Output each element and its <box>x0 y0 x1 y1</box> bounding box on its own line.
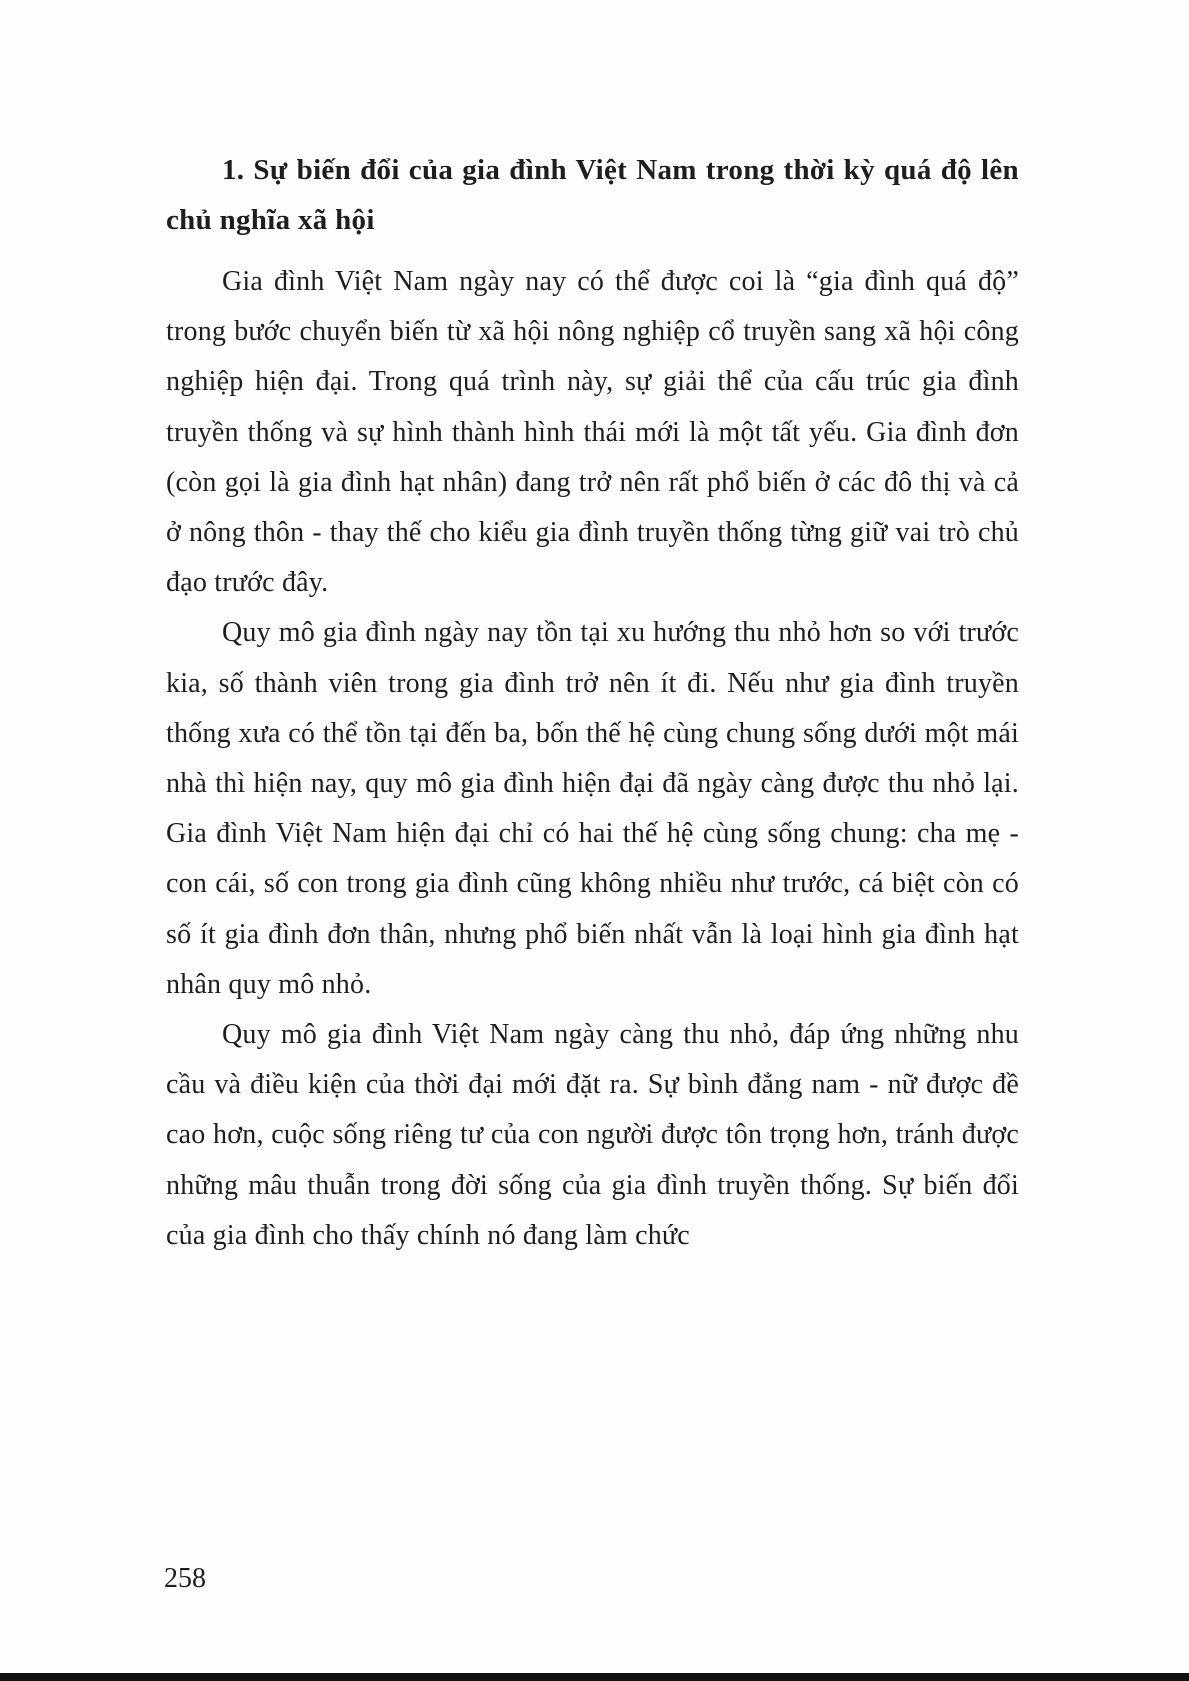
paragraph-2: Quy mô gia đình ngày nay tồn tại xu hướng thu nhỏ hơn so với trước kia, số thành viên trong gia đình trở nên ít đi. Nếu như gia đình truyền thống xưa có thể tồn tại đến ba, bốn thế hệ cùng chung sống dưới một mái nhà thì hiện nay, quy mô gia đình hiện đại đã ngày càng được thu nhỏ lại. Gia đình Việt Nam hiện đại chỉ có hai thế hệ cùng sống chung: cha mẹ - con cái, số con trong gia đình cũng không nhiều như trước, cá biệt còn có số ít gia đình đơn thân, nhưng phổ biến nhất vẫn là loại hình gia đình hạt nhân quy mô nhỏ. <box>166 617 1019 1000</box>
section-heading: 1. Sự biến đổi của gia đình Việt Nam trong thời kỳ quá độ lên chủ nghĩa xã hội <box>166 154 1019 236</box>
bottom-scan-edge <box>0 1673 1189 1681</box>
page-number: 258 <box>164 1563 206 1594</box>
body-text <box>166 145 1019 1261</box>
paragraph-3: Quy mô gia đình Việt Nam ngày càng thu nhỏ, đáp ứng những nhu cầu và điều kiện của thời đại mới đặt ra. Sự bình đẳng nam - nữ được đề cao hơn, cuộc sống riêng tư của con người được tôn trọng hơn, tránh được những mâu thuẫn trong đời sống của gia đình truyền thống. Sự biến đổi của gia đình cho thấy chính nó đang làm chức <box>166 1019 1019 1251</box>
paragraph-1: Gia đình Việt Nam ngày nay có thể được coi là “gia đình quá độ” trong bước chuyển biến từ xã hội nông nghiệp cổ truyền sang xã hội công nghiệp hiện đại. Trong quá trình này, sự giải thể của cấu trúc gia đình truyền thống và sự hình thành hình thái mới là một tất yếu. Gia đình đơn (còn gọi là gia đình hạt nhân) đang trở nên rất phổ biến ở các đô thị và cả ở nông thôn - thay thế cho kiểu gia đình truyền thống từng giữ vai trò chủ đạo trước đây. <box>166 266 1019 599</box>
